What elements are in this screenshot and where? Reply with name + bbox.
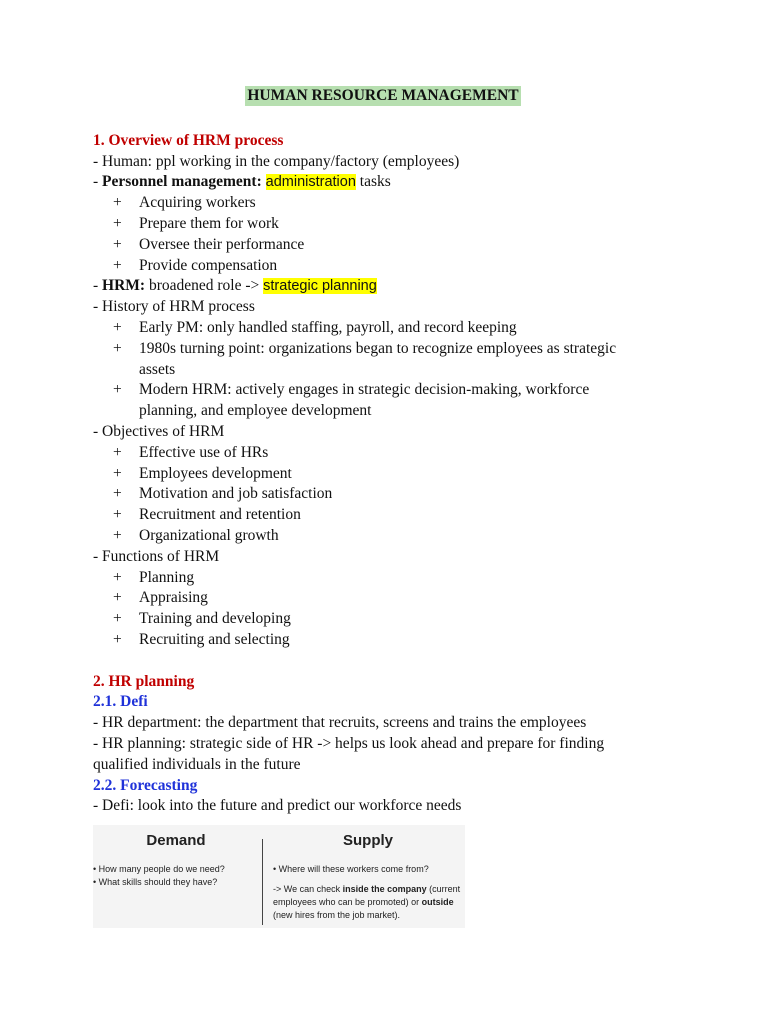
plus-icon: +: [113, 610, 122, 628]
list-item-text: Employees development: [139, 464, 292, 482]
list-item: [93, 484, 693, 505]
note-text: (current employees who can be promoted) or: [273, 884, 461, 907]
list-item: [93, 193, 693, 214]
hr-planning-line: - HR planning: strategic side of HR -> helps us look ahead and prepare for finding qualified individuals in the future: [93, 734, 605, 773]
section-2-heading: 2. HR planning: [93, 672, 195, 690]
list-item-text: Effective use of HRs: [139, 443, 269, 461]
demand-supply-figure: [93, 825, 465, 928]
list-item: [93, 464, 693, 485]
list-item: [93, 526, 693, 547]
document: [93, 86, 693, 817]
functions-items: [93, 568, 693, 651]
supply-note: [273, 883, 463, 922]
note-text: (new hires from the job market).: [273, 910, 401, 920]
list-item-text: Acquiring workers: [139, 194, 256, 212]
hrm-highlight: strategic planning: [263, 278, 377, 295]
list-item: [93, 339, 693, 381]
pm-highlight: administration: [265, 174, 356, 191]
demand-items: [93, 863, 259, 889]
functions-line: - Functions of HRM: [93, 547, 220, 565]
supply-column: [273, 825, 463, 922]
list-item: [93, 630, 693, 651]
plus-icon: +: [113, 589, 122, 607]
supply-title: Supply: [342, 832, 393, 849]
dash: -: [93, 173, 103, 191]
personnel-management-line: [93, 172, 693, 193]
history-line: - History of HRM process: [93, 298, 255, 316]
human-line: - Human: ppl working in the company/factory (employees): [93, 152, 460, 170]
list-item: [93, 443, 693, 464]
plus-icon: +: [113, 443, 122, 461]
supply-item: • Where will these workers come from?: [273, 864, 429, 874]
list-item: [93, 214, 693, 235]
demand-title: Demand: [146, 832, 206, 849]
objectives-items: [93, 443, 693, 547]
title-row: [73, 86, 693, 110]
plus-icon: +: [113, 381, 122, 399]
list-item: [93, 568, 693, 589]
plus-icon: +: [113, 630, 122, 648]
hrm-label: HRM:: [102, 277, 146, 295]
hr-department-line: - HR department: the department that recruits, screens and trains the employees: [93, 714, 587, 732]
list-item: [93, 588, 693, 609]
list-item: [93, 318, 693, 339]
plus-icon: +: [113, 214, 122, 232]
list-item-text: Modern HRM: actively engages in strategic decision-making, workforce planning, and employee development: [139, 381, 590, 420]
list-item-text: Motivation and job satisfaction: [139, 485, 333, 503]
list-item-text: Provide compensation: [139, 256, 278, 274]
document-title: HUMAN RESOURCE MANAGEMENT: [247, 87, 519, 104]
objectives-line: - Objectives of HRM: [93, 422, 225, 440]
list-item: [93, 380, 693, 422]
list-item-text: Recruitment and retention: [139, 506, 301, 524]
note-bold: inside the company: [342, 884, 427, 894]
list-item: [93, 256, 693, 277]
history-items: [93, 318, 693, 422]
figure-divider: [262, 839, 263, 925]
list-item-text: Prepare them for work: [139, 214, 279, 232]
list-item: [93, 505, 693, 526]
pm-rest: tasks: [355, 173, 391, 191]
plus-icon: +: [113, 526, 122, 544]
hrm-rest: broadened role ->: [145, 277, 264, 295]
list-item: [93, 609, 693, 630]
note-text: -> We can check: [273, 884, 343, 894]
demand-item: • What skills should they have?: [93, 877, 218, 887]
defi-line: - Defi: look into the future and predict our workforce needs: [93, 797, 462, 815]
demand-column: [93, 825, 259, 889]
demand-item: • How many people do we need?: [93, 864, 225, 874]
note-bold: outside: [421, 897, 454, 907]
plus-icon: +: [113, 506, 122, 524]
plus-icon: +: [113, 235, 122, 253]
list-item-text: Training and developing: [139, 610, 291, 628]
list-item-text: Planning: [139, 568, 195, 586]
plus-icon: +: [113, 339, 122, 357]
plus-icon: +: [113, 464, 122, 482]
plus-icon: +: [113, 256, 122, 274]
section-1-heading: 1. Overview of HRM process: [93, 131, 284, 149]
pm-label: Personnel management:: [102, 173, 262, 191]
subsection-2-2-heading: 2.2. Forecasting: [93, 776, 198, 794]
list-item-text: Appraising: [139, 589, 208, 607]
plus-icon: +: [113, 485, 122, 503]
hrm-line: [93, 276, 693, 297]
list-item-text: Organizational growth: [139, 526, 279, 544]
list-item-text: Recruiting and selecting: [139, 630, 290, 648]
list-item: [93, 235, 693, 256]
dash: -: [93, 277, 103, 295]
plus-icon: +: [113, 568, 122, 586]
list-item-text: 1980s turning point: organizations began to recognize employees as strategic assets: [139, 339, 617, 378]
supply-items: [273, 863, 463, 922]
plus-icon: +: [113, 318, 122, 336]
pm-items: [93, 193, 693, 276]
list-item-text: Early PM: only handled staffing, payroll, and record keeping: [139, 318, 517, 336]
plus-icon: +: [113, 194, 122, 212]
subsection-2-1-heading: 2.1. Defi: [93, 693, 148, 711]
list-item-text: Oversee their performance: [139, 235, 305, 253]
